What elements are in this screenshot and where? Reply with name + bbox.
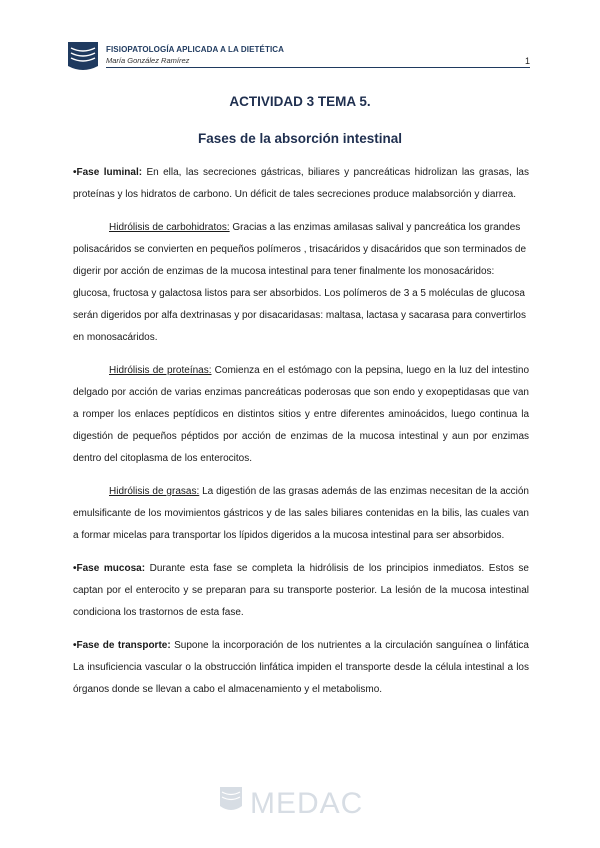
paragraph-text: La digestión de las grasas además de las enzimas necesitan de la acción emulsificante de los movimientos gástricos y de las sales biliares contenidas en la bilis, las cuales van a formar micelas para transportar los lípidos digeridos a la mucosa intestinal para ser absorbidos. [73,486,529,541]
document-body [73,162,529,712]
medac-footer-logo [218,785,378,819]
paragraph-hidrolisis-grasas [73,481,529,547]
bullet-marker: • [73,167,77,178]
medac-shield-icon [220,787,242,810]
medac-logo-icon [68,42,98,74]
footer-brand: MEDAC [250,787,364,819]
page-number: 1 [524,56,530,66]
header-divider [106,67,530,68]
document-subtitle: Fases de la absorción intestinal [197,131,403,146]
paragraph-label: Fase luminal: [76,167,143,178]
paragraph-fase-transporte [73,635,529,701]
paragraph-label: Hidrólisis de proteínas: [109,365,212,376]
paragraph-text: Durante esta fase se completa la hidrólisis de los principios inmediatos. Estos se captan por el enterocito y se preparan para su transporte posterior. La lesión de la mucosa intestinal condiciona los trastornos de esta fase. [73,563,529,618]
paragraph-fase-luminal [73,162,529,206]
paragraph-hidrolisis-proteinas [73,360,529,470]
paragraph-label: Hidrólisis de grasas: [109,486,200,497]
paragraph-label: Fase de transporte: [76,640,171,651]
course-title: FISIOPATOLOGÍA APLICADA A LA DIETÉTICA [106,45,285,54]
page-header [68,42,530,76]
document-title: ACTIVIDAD 3 TEMA 5. [229,94,371,109]
bullet-marker: • [73,563,77,574]
author-name: María González Ramírez [106,56,190,65]
paragraph-label: Fase mucosa: [76,563,146,574]
paragraph-text: Supone la incorporación de los nutrientes a la circulación sanguínea o linfática La insuficiencia vascular o la obstrucción linfática impiden el transporte desde la célula intestinal a los órganos donde se llevan a cabo el almacenamiento y el metabolismo. [73,640,529,695]
bullet-marker: • [73,640,77,651]
paragraph-hidrolisis-carbohidratos [73,217,529,349]
paragraph-text: Gracias a las enzimas amilasas salival y pancreática los grandes polisacáridos se convierten en pequeños polímeros , trisacáridos y disacáridos que son terminados de digerir por acción de enzimas de la mucosa intestinal para tener finalmente los monosacáridos: glucosa, fructosa y galactosa listos para ser absorbidos. Los polímeros de 3 a 5 moléculas de glucosa serán digeridos por alfa dextrinasas y por disacaridasas: maltasa, lactasa y sacarasa para convertirlos en monosacáridos. [73,222,527,343]
paragraph-label: Hidrólisis de carbohidratos: [109,222,230,233]
paragraph-fase-mucosa [73,558,529,624]
paragraph-text: En ella, las secreciones gástricas, biliares y pancreáticas hidrolizan las grasas, las proteínas y los hidratos de carbono. Un déficit de tales secreciones produce malabsorción y diarrea. [73,167,529,200]
paragraph-text: Comienza en el estómago con la pepsina, luego en la luz del intestino delgado por acción de varias enzimas pancreáticas poderosas que son endo y exopeptidasas que van a romper los enlaces peptídicos en distintos sitios y entre diferentes aminoácidos, luego continua la digestión de pequeños péptidos por acción de enzimas de la mucosa intestinal y aun por enzimas dentro del citoplasma de los enterocitos. [73,365,529,464]
